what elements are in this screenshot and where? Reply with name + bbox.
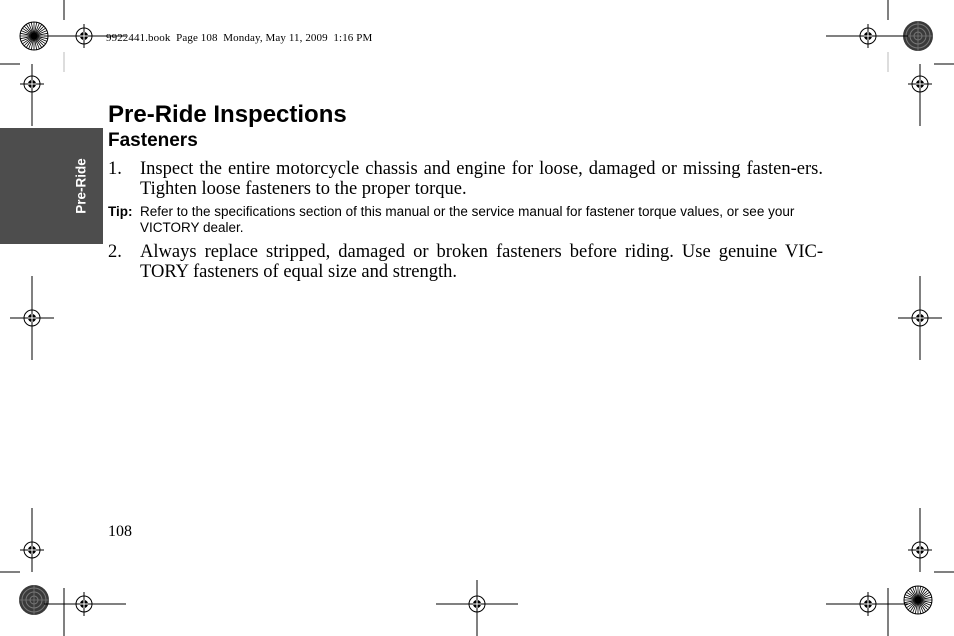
step-item: [108, 159, 823, 199]
step-text: Inspect the entire motorcycle chassis and engine for loose, damaged or missing fasten-ers. Tighten loose fasteners to the proper torque.: [140, 159, 823, 199]
star-target-top-left: [20, 22, 48, 50]
dark-target-bottom-left: [19, 585, 49, 615]
book-file-header: 9922441.book Page 108 Monday, May 11, 2009 1:16 PM: [106, 32, 373, 44]
step-text: Always replace stripped, damaged or broken fasteners before riding. Use genuine VIC-TORY fasteners of equal size and strength.: [140, 242, 823, 282]
tip-note: [108, 204, 828, 236]
tip-label: Tip:: [108, 204, 133, 219]
step-number: 1.: [108, 159, 122, 179]
step-number: 2.: [108, 242, 122, 262]
side-tab-label: Pre-Ride: [73, 158, 89, 214]
page-number: 108: [108, 523, 132, 540]
step-item: [108, 242, 823, 282]
star-target-bottom-right: [904, 586, 932, 614]
section-title: Pre-Ride Inspections: [108, 101, 347, 128]
tip-text: Refer to the specifications section of this manual or the service manual for fastener torque values, or see your VICTORY dealer.: [140, 204, 795, 235]
subsection-title: Fasteners: [108, 130, 198, 151]
